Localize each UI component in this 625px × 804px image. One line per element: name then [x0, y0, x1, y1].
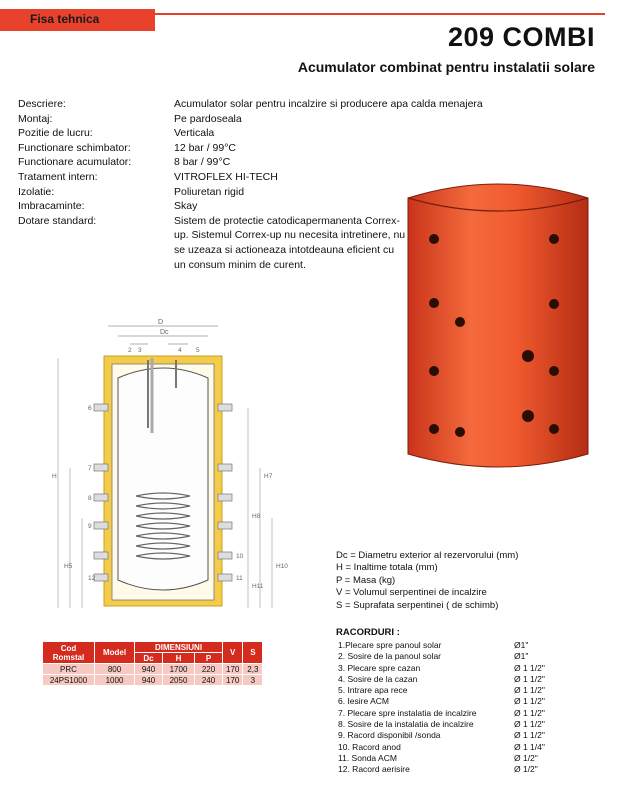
table-cell: 1700 — [163, 664, 195, 675]
legend-item: P = Masa (kg) — [336, 574, 396, 586]
spec-label: Imbracaminte: — [18, 200, 85, 213]
table-header-cod: Cod Romstal — [43, 642, 95, 664]
racord-label: 9. Racord disponibil /sonda — [338, 730, 441, 741]
racord-label: 6. Iesire ACM — [338, 696, 390, 707]
spec-value: VITROFLEX HI-TECH — [174, 170, 278, 183]
table-header-v: V — [223, 642, 243, 664]
header-rule — [155, 13, 605, 15]
spec-value: 12 bar / 99°C — [174, 141, 236, 154]
table-subheader-h: H — [163, 653, 195, 664]
table-cell: 940 — [135, 675, 163, 686]
drawing-num: 11 — [236, 575, 243, 582]
racord-row — [338, 753, 554, 764]
spec-value: Pe pardoseala — [174, 112, 242, 125]
spec-row — [18, 214, 418, 272]
racord-label: 2. Sosire de la panoul solar — [338, 651, 442, 662]
spec-label: Dotare standard: — [18, 214, 97, 227]
racord-label: 11. Sonda ACM — [338, 752, 397, 763]
drawing-label-h5: H5 — [64, 563, 73, 570]
racord-row — [338, 719, 554, 730]
table-cell: 800 — [95, 664, 135, 675]
drawing-label-h7: H7 — [264, 473, 273, 480]
table-subheader-dc: Dc — [135, 653, 163, 664]
racord-value: Ø 1 1/2" — [514, 719, 545, 730]
racord-label: 4. Sosire de la cazan — [338, 673, 418, 684]
racord-value: Ø 1 1/2" — [514, 673, 545, 684]
legend-item: H = Inaltime totala (mm) — [336, 562, 438, 574]
drawing-label-h: H — [52, 473, 57, 480]
table-header-s: S — [243, 642, 263, 664]
racorduri-title: RACORDURI : — [336, 627, 400, 638]
racord-row — [338, 730, 554, 741]
spec-row — [18, 155, 418, 170]
racord-row — [338, 696, 554, 707]
spec-row — [18, 141, 418, 156]
table-cell: 940 — [135, 664, 163, 675]
legend — [336, 550, 518, 612]
drawing-label-d: D — [158, 319, 164, 326]
racord-row — [338, 685, 554, 696]
tank-photo — [400, 176, 596, 476]
spec-label: Functionare acumulator: — [18, 156, 132, 169]
drawing-label-dc: Dc — [160, 329, 169, 336]
spec-row — [18, 185, 418, 200]
section-tag-label: Fisa tehnica — [30, 12, 100, 26]
table-header-dimensiuni: DIMENSIUNI — [135, 642, 223, 653]
drawing-num: 7 — [88, 465, 92, 472]
racorduri-list — [338, 640, 554, 776]
table-cell: 170 — [223, 664, 243, 675]
spec-row — [18, 112, 418, 127]
table-cell: PRC — [43, 664, 95, 675]
table-cell: 3 — [243, 675, 263, 686]
racord-row — [338, 674, 554, 685]
drawing-num: 4 — [178, 347, 182, 354]
drawing-num: 6 — [88, 405, 92, 412]
spec-label: Pozitie de lucru: — [18, 127, 93, 140]
spec-value: Poliuretan rigid — [174, 185, 245, 198]
racord-row — [338, 764, 554, 775]
spec-value: Sistem de protectie catodicapermanenta Correx-up. Sistemul Correx-up nu necesita intretinere, nu se uzeaza si actioneaza intotdeauna eficient cu un consum minim de curent. — [174, 214, 406, 271]
table-row — [43, 675, 263, 686]
racord-value: Ø 1/2" — [514, 752, 538, 763]
racord-value: Ø1" — [514, 640, 529, 650]
page-subtitle: Acumulator combinat pentru instalatii solare — [297, 59, 595, 75]
table-subheader-p: P — [195, 653, 223, 664]
legend-item: Dc = Diametru exterior al rezervorului (mm) — [336, 550, 519, 561]
table-cell: 2,3 — [243, 664, 263, 675]
dimensions-table — [42, 641, 263, 686]
racord-value: Ø 1 1/4" — [514, 741, 545, 752]
drawing-label-h11: H11 — [252, 583, 264, 590]
table-cell: 170 — [223, 675, 243, 686]
racord-value: Ø 1 1/2" — [514, 696, 545, 707]
drawing-num: 10 — [236, 553, 244, 560]
spec-row — [18, 199, 418, 214]
section-tag — [0, 9, 155, 31]
racord-row — [338, 651, 554, 662]
drawing-num: 9 — [88, 523, 92, 530]
racord-label: 1.Plecare spre panoul solar — [338, 640, 442, 650]
spec-value: Acumulator solar pentru incalzire si producere apa calda menajera — [174, 98, 483, 110]
racord-value: Ø1" — [514, 651, 529, 662]
racord-value: Ø 1/2" — [514, 764, 538, 775]
spec-label: Montaj: — [18, 112, 53, 125]
spec-row — [18, 97, 483, 112]
table-row — [43, 664, 263, 675]
racord-label: 8. Sosire de la instalatia de incalzire — [338, 719, 474, 730]
spec-label: Tratament intern: — [18, 170, 98, 183]
spec-value: Verticala — [174, 127, 215, 140]
racord-value: Ø 1 1/2" — [514, 730, 545, 741]
spec-label: Descriere: — [18, 98, 66, 110]
drawing-num: 5 — [196, 347, 200, 354]
drawing-num: 12 — [88, 575, 96, 582]
spec-row — [18, 126, 418, 141]
spec-label: Functionare schimbator: — [18, 141, 131, 154]
spec-list — [18, 97, 483, 272]
table-header-row — [43, 642, 263, 653]
drawing-num: 8 — [88, 495, 92, 502]
table-cell: 240 — [195, 675, 223, 686]
drawing-label-h8: H8 — [252, 513, 261, 520]
legend-item: S = Suprafata serpentinei ( de schimb) — [336, 599, 499, 611]
page-title: 209 COMBI — [447, 22, 595, 52]
racord-row — [338, 663, 554, 674]
spec-value: 8 bar / 99°C — [174, 156, 231, 169]
table-cell: 2050 — [163, 675, 195, 686]
racord-value: Ø 1 1/2" — [514, 685, 545, 696]
racord-label: 3. Plecare spre cazan — [338, 662, 421, 673]
legend-item: V = Volumul serpentinei de incalzire — [336, 587, 487, 599]
technical-drawing — [38, 318, 300, 618]
racord-label: 7. Plecare spre instalatia de incalzire — [338, 707, 477, 718]
racord-row — [338, 640, 554, 651]
spec-label: Izolatie: — [18, 185, 55, 198]
spec-value: Skay — [174, 200, 198, 213]
table-header-model: Model — [95, 642, 135, 664]
racord-label: 10. Racord anod — [338, 741, 401, 752]
table-cell: 24PS1000 — [43, 675, 95, 686]
drawing-label-h10: H10 — [276, 563, 288, 570]
racord-value: Ø 1 1/2" — [514, 662, 545, 673]
racord-value: Ø 1 1/2" — [514, 707, 545, 718]
drawing-num: 3 — [138, 347, 142, 354]
spec-row — [18, 170, 418, 185]
table-cell: 1000 — [95, 675, 135, 686]
racord-label: 5. Intrare apa rece — [338, 685, 408, 696]
racord-row — [338, 708, 554, 719]
racord-label: 12. Racord aerisire — [338, 764, 410, 775]
racord-row — [338, 742, 554, 753]
table-cell: 220 — [195, 664, 223, 675]
drawing-num: 2 — [128, 347, 132, 354]
